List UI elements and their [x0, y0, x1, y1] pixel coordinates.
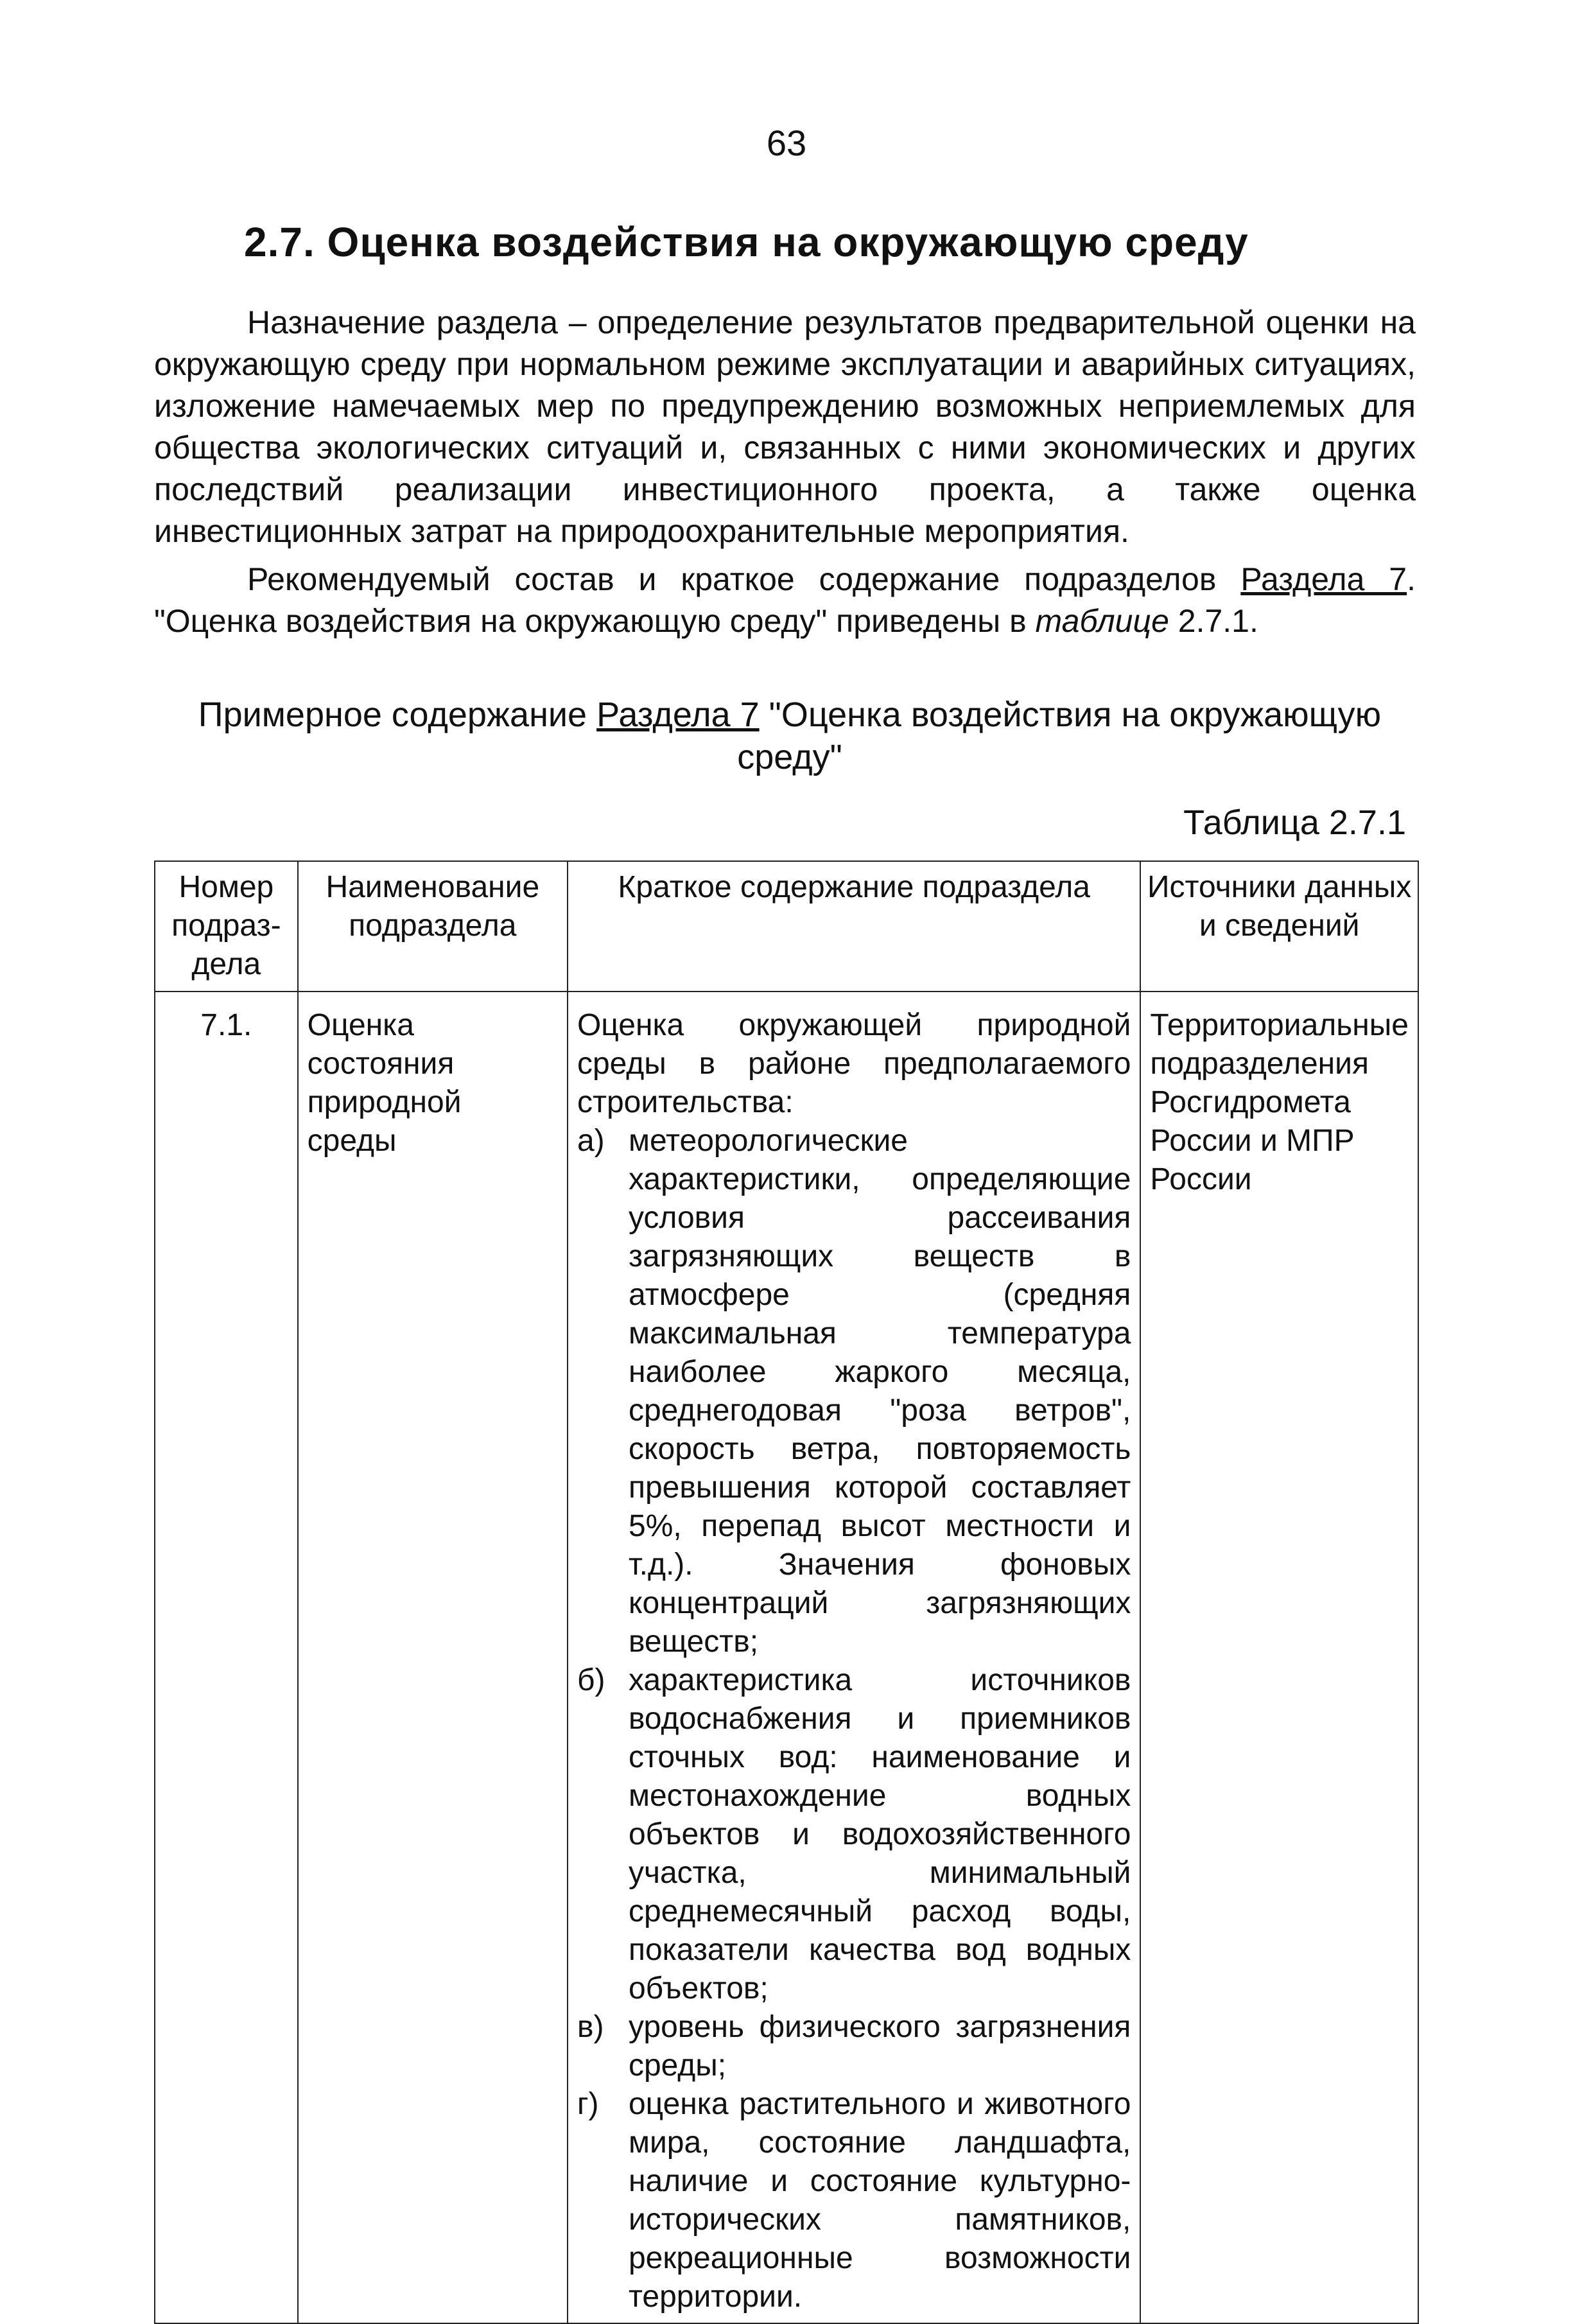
caption-before: Примерное содержание	[198, 695, 597, 734]
cell-number: 7.1.	[155, 992, 298, 2323]
item-letter: б)	[577, 1663, 605, 1697]
item-letter: в)	[577, 2010, 604, 2044]
summary-intro: Оценка окружающей природной среды в районе предполагаемого строительства:	[577, 1008, 1131, 1119]
page-number: 63	[766, 123, 807, 163]
body-text	[154, 302, 1416, 642]
caption-after: "Оценка воздействия на окружающую среду"	[737, 695, 1382, 776]
item-letter: г)	[577, 2087, 599, 2121]
item-text: оценка растительного и животного мира, состояние ландшафта, наличие и состояние культурно-исторических памятников, рекреационные возможности территории.	[628, 2087, 1131, 2314]
item-text: характеристика источников водоснабжения и приемников сточных вод: наименование и местонахождение водных объектов и водохозяйственного участка, минимальный среднемесячный расход воды, показатели качества вод водных объектов;	[628, 1663, 1131, 2005]
header-summary: Краткое содержание подраздела	[568, 861, 1140, 992]
caption-section-7-link[interactable]: Раздела 7	[596, 695, 760, 734]
cell-sources: Территориальные подразделения Росгидромета России и МПР России	[1140, 992, 1418, 2323]
table-caption	[193, 694, 1387, 778]
item-text: уровень физического загрязнения среды;	[628, 2010, 1131, 2083]
cell-name: Оценка состояния природной среды	[298, 992, 568, 2323]
header-sources: Источники данных и сведений	[1140, 861, 1418, 992]
list-item	[577, 1661, 1131, 2008]
paragraph-recommended-middle: . "Оценка воздействия на окружающую среду" приведены в	[154, 561, 1416, 639]
list-item	[577, 2008, 1131, 2085]
paragraph-recommended-before: Рекомендуемый состав и краткое содержание подразделов	[247, 561, 1241, 597]
list-item	[577, 1122, 1131, 1661]
content-table	[154, 861, 1419, 2324]
paragraph-recommended-after: 2.7.1.	[1169, 603, 1258, 639]
table-label: Таблица 2.7.1	[1183, 803, 1406, 842]
paragraph-recommended	[154, 559, 1416, 642]
header-name: Наименование подраздела	[298, 861, 568, 992]
table-header-row	[155, 861, 1418, 992]
header-number: Номер подраз-дела	[155, 861, 298, 992]
section-title: 2.7. Оценка воздействия на окружающую среду	[244, 219, 1249, 265]
section-7-link[interactable]: Раздела 7	[1240, 561, 1407, 597]
paragraph-purpose: Назначение раздела – определение результатов предварительной оценки на окружающую среду при нормальном режиме эксплуатации и аварийных ситуациях, изложение намечаемых мер по предупреждению возможных неприемлемых для общества экологических ситуаций и, связанных с ними экономических и других последствий реализации инвестиционного проекта, а также оценка инвестиционных затрат на природоохранительные мероприятия.	[154, 304, 1416, 549]
table-reference: таблице	[1035, 603, 1169, 639]
table-row	[155, 992, 1418, 2323]
item-letter: а)	[577, 1124, 605, 1158]
cell-summary	[568, 992, 1140, 2323]
list-item	[577, 2085, 1131, 2316]
item-text: метеорологические характеристики, определяющие условия рассеивания загрязняющих веществ в атмосфере (средняя максимальная температура наиболее жаркого месяца, среднегодовая "роза ветров", скорость ветра, повторяемость превышения которой составляет 5%, перепад высот местности и т.д.). Значения фоновых концентраций загрязняющих веществ;	[628, 1124, 1131, 1659]
